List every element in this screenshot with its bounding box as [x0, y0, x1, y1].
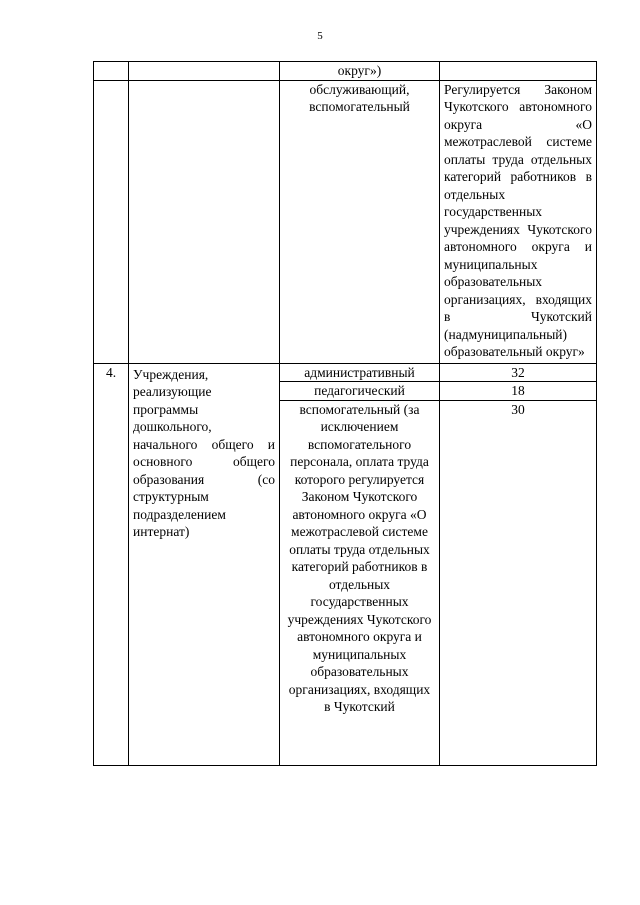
institution-name: Учреждения, реализующие программы дошкольного, начального общего и основного общего образования (со структурным подразделением интернат) [129, 363, 280, 765]
category-cell: административный [280, 363, 440, 382]
value-cell: 18 [440, 382, 597, 401]
value-cell: 30 [440, 400, 597, 765]
institution-cell [129, 80, 280, 363]
category-cell: вспомогательный (за исключением вспомогательного персонала, оплата труда которого регулируется Законом Чукотского автономного округа «О межотраслевой системе оплаты труда отдельных категорий работников в отдельных государственных учреждениях Чукотского автономного округа и муниципальных образовательных организациях, входящих в Чукотский [280, 400, 440, 765]
regulation-text: Регулируется Законом Чукотского автономного округа «О межотраслевой системе оплаты труда отдельных категорий работников в отдельных государственных учреждениях Чукотского автономного округа и муниципальных образовательных организациях, входящих в Чукотский (надмуниципальный) образовательный округ» [440, 80, 597, 363]
category-cell: обслуживающий, вспомогательный [280, 80, 440, 363]
value-cell [440, 62, 597, 81]
category-cell: педагогический [280, 382, 440, 401]
table-row [94, 80, 597, 363]
table-row [94, 62, 597, 81]
number-cell [94, 62, 129, 81]
page-number: 5 [317, 30, 323, 42]
institution-cell [129, 62, 280, 81]
number-cell [94, 80, 129, 363]
row-number: 4. [94, 363, 129, 765]
category-cell: округ») [280, 62, 440, 81]
document-table [93, 61, 597, 766]
value-cell: 32 [440, 363, 597, 382]
table-row [94, 363, 597, 382]
